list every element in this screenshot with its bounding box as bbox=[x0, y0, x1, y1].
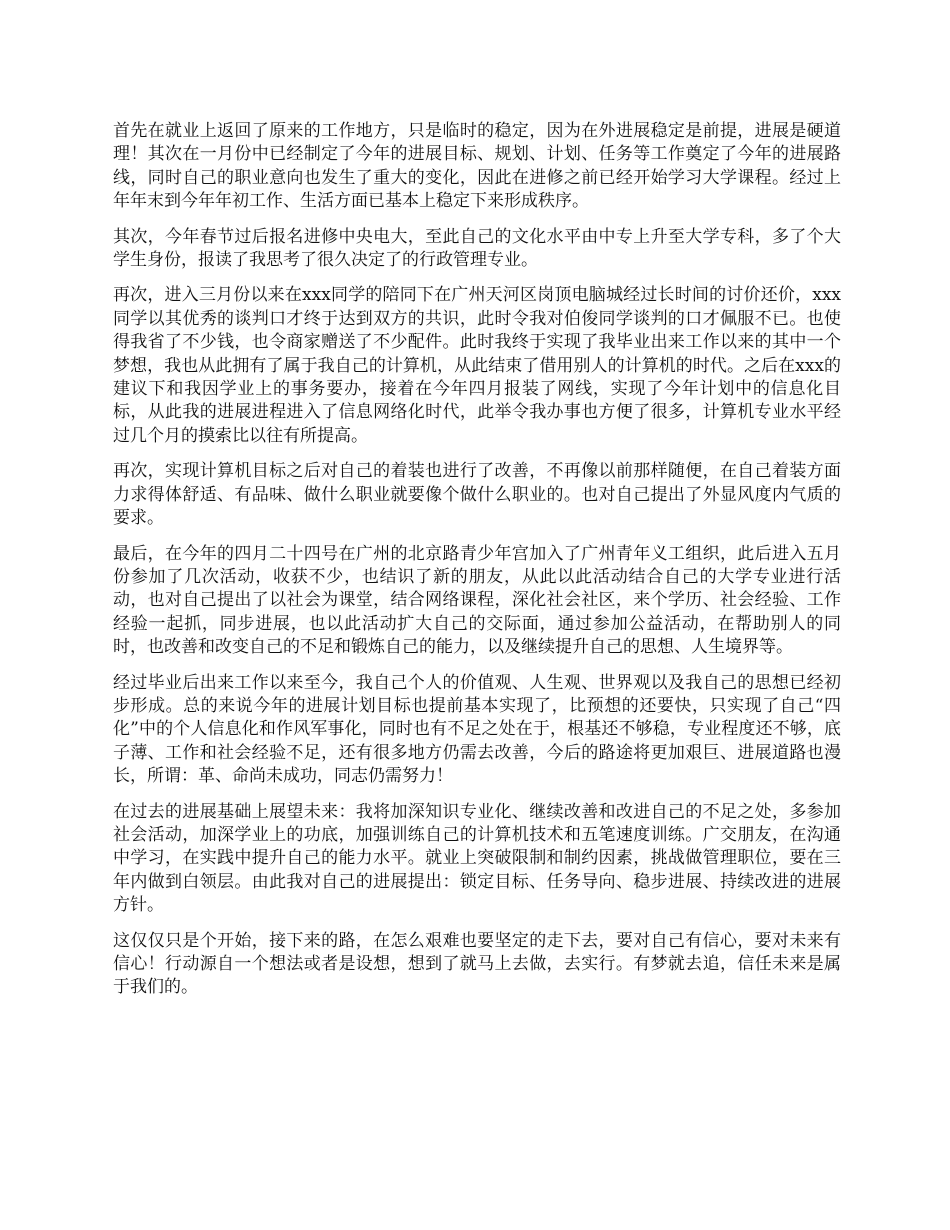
paragraph-3: 再次，进入三月份以来在xxx同学的陪同下在广州天河区岗顶电脑城经过长时间的讨价还价，xxx同学以其优秀的谈判口才终于达到双方的共识，此时令我对伯俊同学谈判的口才佩服不已。也使得我省了不少钱，也令商家赠送了不少配件。此时我终于实现了我毕业出来工作以来的其中一个梦想，我也从此拥有了属于我自己的计算机，从此结束了借用别人的计算机的时代。之后在xxx的建议下和我因学业上的事务要办，接着在今年四月报装了网线，实现了今年计划中的信息化目标，从此我的进展进程进入了信息网络化时代，此举令我办事也方便了很多，计算机专业水平经过几个月的摸索比以往有所提高。 bbox=[113, 285, 841, 446]
paragraph-5: 最后，在今年的四月二十四号在广州的北京路青少年宫加入了广州青年义工组织，此后进入五月份参加了几次活动，收获不少，也结识了新的朋友，从此以此活动结合自己的大学专业进行活动，也对自己提出了以社会为课堂，结合网络课程，深化社会社区，来个学历、社会经验、工作经验一起抓，同步进展，也以此活动扩大自己的交际面，通过参加公益活动，在帮助别人的同时，也改善和改变自己的不足和锻炼自己的能力，以及继续提升自己的思想、人生境界等。 bbox=[113, 543, 841, 658]
paragraph-6: 经过毕业后出来工作以来至今，我自己个人的价值观、人生观、世界观以及我自己的思想已经初步形成。总的来说今年的进展计划目标也提前基本实现了，比预想的还要快，只实现了自己“四化”中的个人信息化和作风军事化，同时也有不足之处在于，根基还不够稳，专业程度还不够，底子薄、工作和社会经验不足，还有很多地方仍需去改善，今后的路途将更加艰巨、进展道路也漫长，所谓：革、命尚未成功，同志仍需努力！ bbox=[113, 672, 841, 787]
paragraph-7: 在过去的进展基础上展望未来：我将加深知识专业化、继续改善和改进自己的不足之处，多参加社会活动，加深学业上的功底，加强训练自己的计算机技术和五笔速度训练。广交朋友，在沟通中学习，在实践中提升自己的能力水平。就业上突破限制和制约因素，挑战做管理职位，要在三年内做到白领层。由此我对自己的进展提出：锁定目标、任务导向、稳步进展、持续改进的进展方针。 bbox=[113, 801, 841, 916]
document-body bbox=[113, 120, 841, 1012]
paragraph-4: 再次，实现计算机目标之后对自己的着装也进行了改善，不再像以前那样随便，在自己着装方面力求得体舒适、有品味、做什么职业就要像个做什么职业的。也对自己提出了外显风度内气质的要求。 bbox=[113, 461, 841, 529]
paragraph-8: 这仅仅只是个开始，接下来的路，在怎么艰难也要坚定的走下去，要对自己有信心，要对未来有信心！行动源自一个想法或者是设想，想到了就马上去做，去实行。有梦就去追，信任未来是属于我们的。 bbox=[113, 930, 841, 998]
paragraph-1: 首先在就业上返回了原来的工作地方，只是临时的稳定，因为在外进展稳定是前提，进展是硬道理！其次在一月份中已经制定了今年的进展目标、规划、计划、任务等工作奠定了今年的进展路线，同时自己的职业意向也发生了重大的变化，因此在进修之前已经开始学习大学课程。经过上年年末到今年年初工作、生活方面已基本上稳定下来形成秩序。 bbox=[113, 121, 841, 212]
paragraph-2: 其次，今年春节过后报名进修中央电大，至此自己的文化水平由中专上升至大学专科，多了个大学生身份，报读了我思考了很久决定了的行政管理专业。 bbox=[113, 226, 841, 271]
